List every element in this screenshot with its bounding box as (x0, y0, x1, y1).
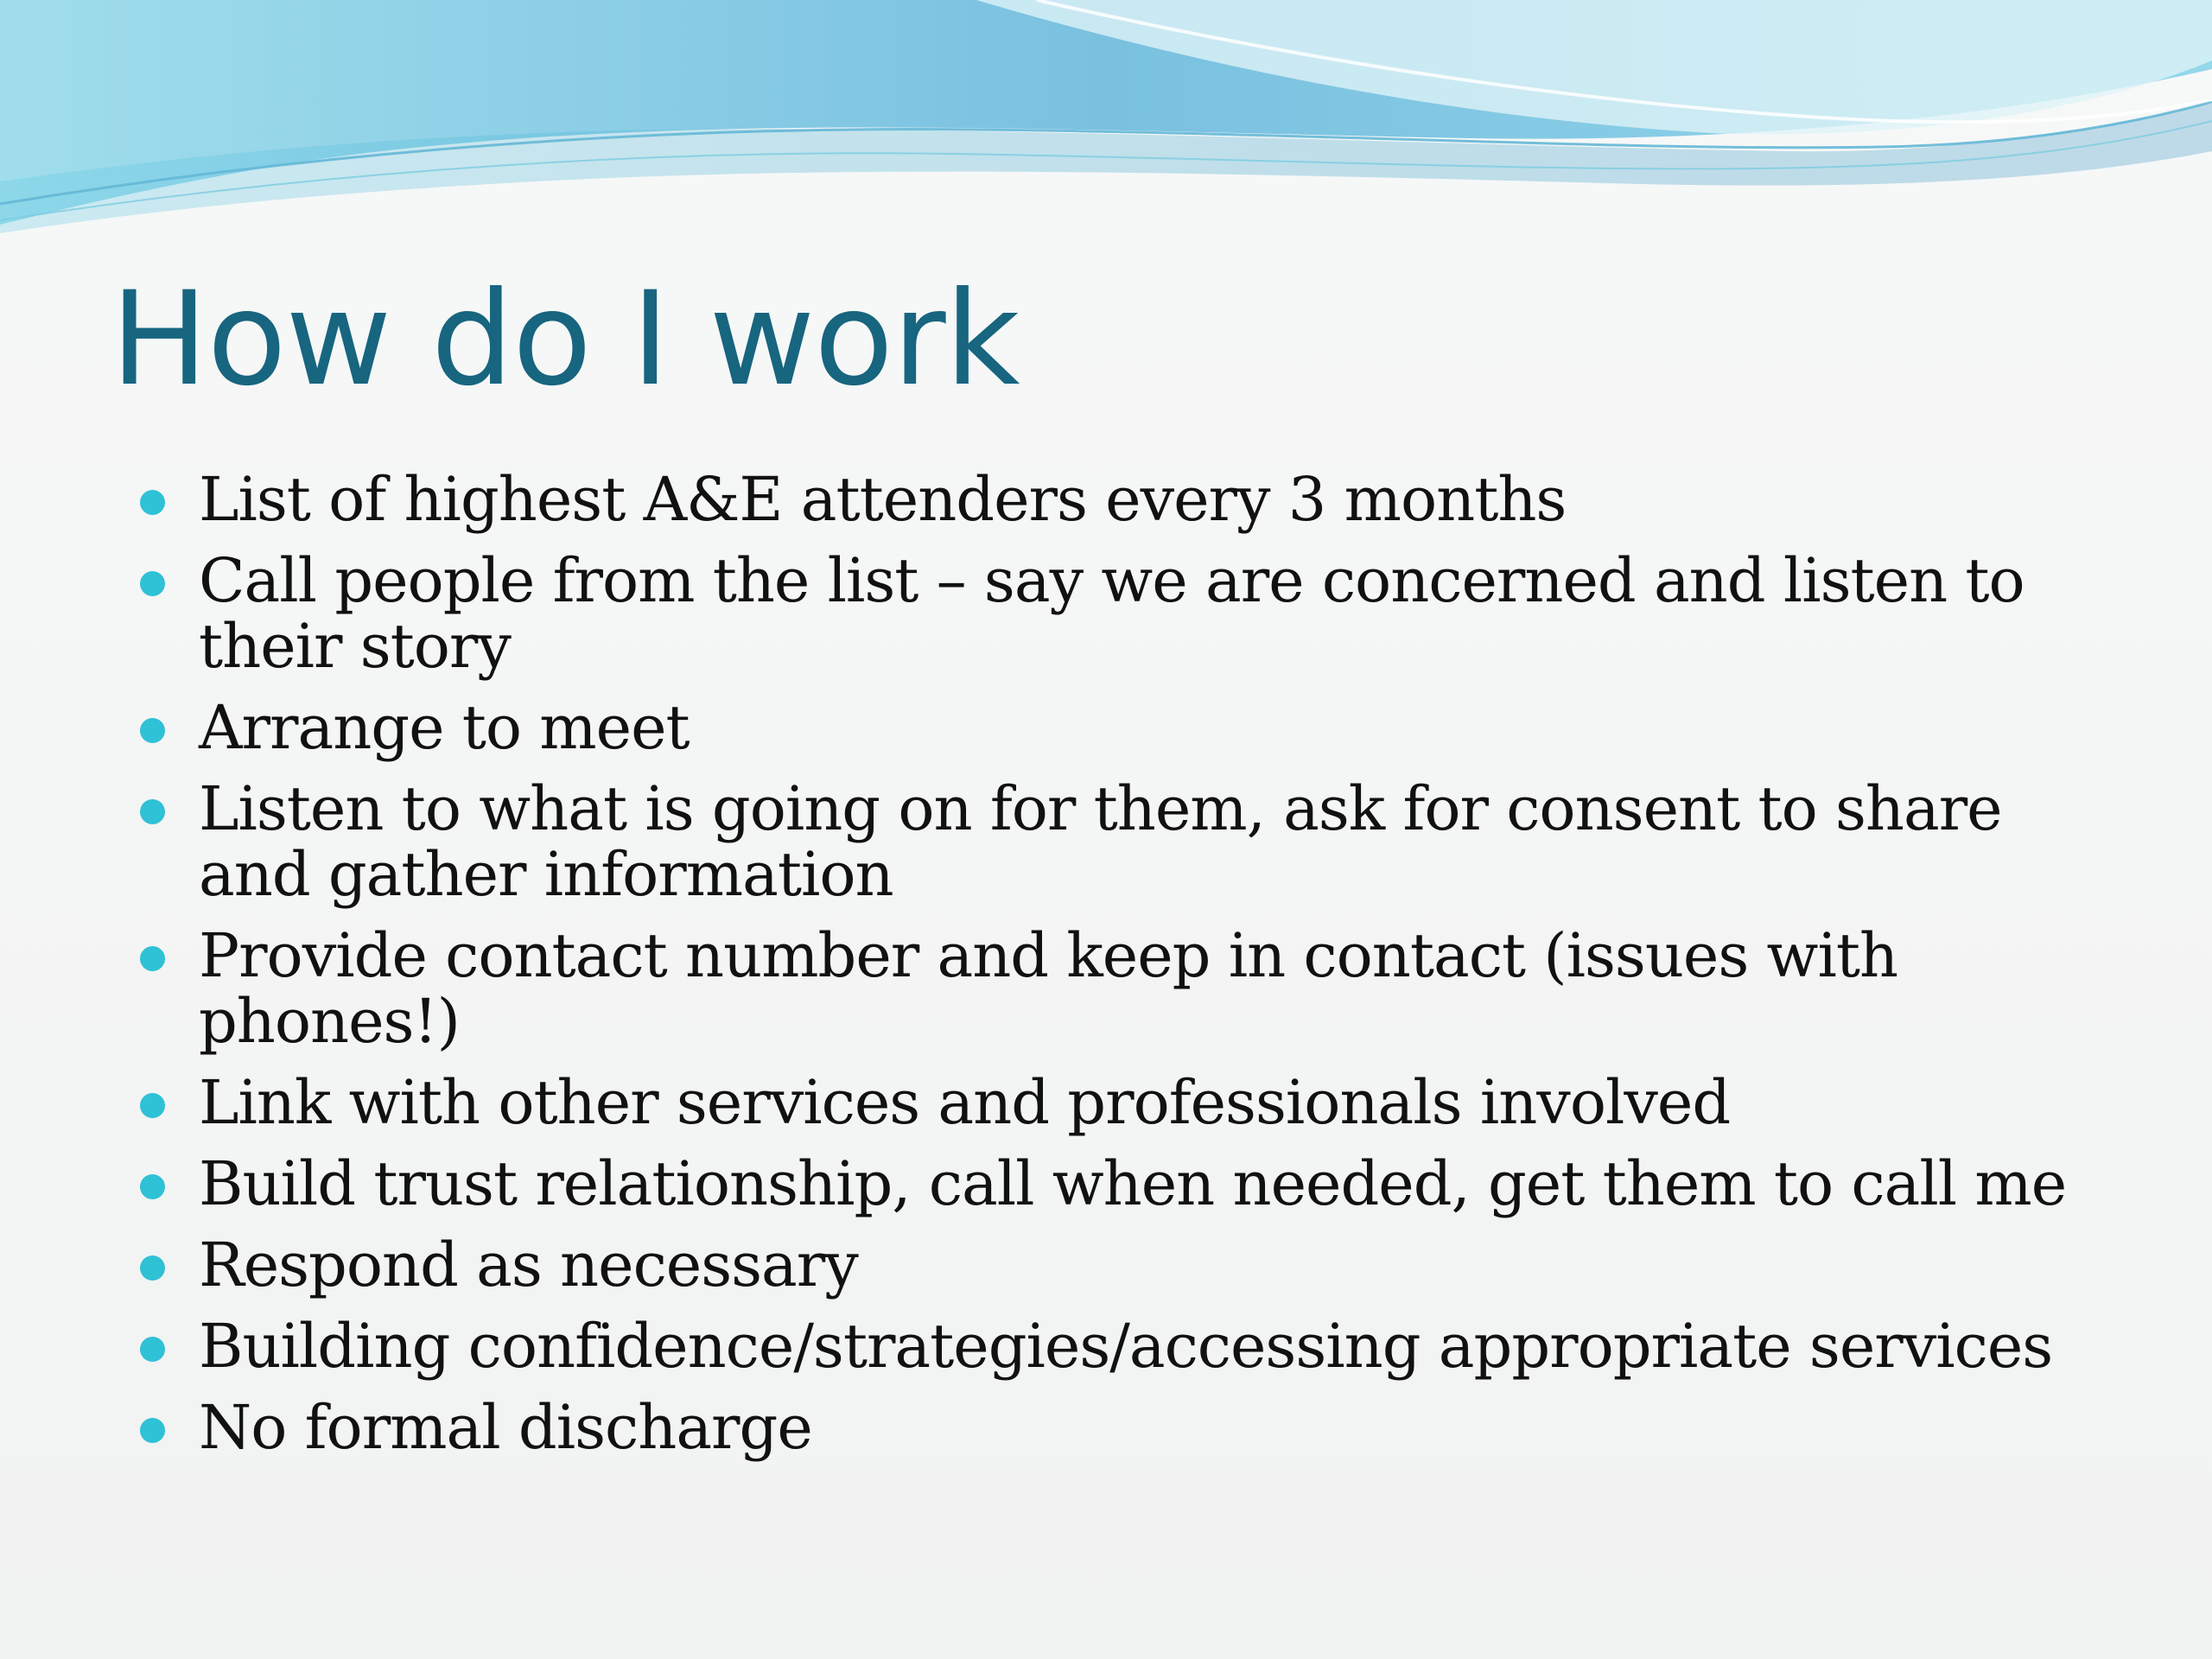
bullet-item (133, 1232, 2120, 1298)
bullet-dot-icon (140, 571, 165, 596)
bullet-text: Link with other services and professionals involved (199, 1067, 1731, 1138)
bullet-item (133, 692, 2120, 763)
bullet-dot-icon (140, 799, 165, 824)
bullet-text: Respond as necessary (199, 1230, 858, 1300)
bullet-dot-icon (140, 718, 165, 743)
bullet-text: No formal discharge (199, 1392, 812, 1463)
bullet-text: Call people from the list – say we are concerned and listen to their story (199, 545, 2024, 682)
bullet-dot-icon (140, 1337, 165, 1362)
slide-title: How do I work (111, 264, 1020, 415)
bullet-item (133, 1311, 2120, 1382)
bullet-dot-icon (140, 490, 165, 515)
bullet-text: Building confidence/strategies/accessing appropriate services (199, 1311, 2053, 1382)
bullet-list (133, 464, 2120, 1476)
bullet-text: Arrange to meet (199, 692, 690, 763)
bullet-text: Provide contact number and keep in contact (issues with phones!) (199, 920, 1898, 1057)
bullet-text: Build trust relationship, call when needed, get them to call me (199, 1148, 2067, 1219)
bullet-item (133, 920, 2120, 1057)
bullet-item (133, 773, 2120, 910)
wave-header-decoration (0, 0, 2212, 259)
bullet-dot-icon (140, 946, 165, 971)
bullet-dot-icon (140, 1174, 165, 1199)
bullet-text: Listen to what is going on for them, ask for consent to share and gather information (199, 773, 2002, 910)
bullet-dot-icon (140, 1255, 165, 1281)
bullet-dot-icon (140, 1093, 165, 1118)
bullet-dot-icon (140, 1418, 165, 1443)
bullet-item (133, 1392, 2120, 1463)
bullet-text: List of highest A&E attenders every 3 months (199, 464, 1567, 535)
bullet-item (133, 1148, 2120, 1219)
bullet-item (133, 1067, 2120, 1138)
bullet-item (133, 464, 2120, 535)
bullet-item (133, 545, 2120, 682)
